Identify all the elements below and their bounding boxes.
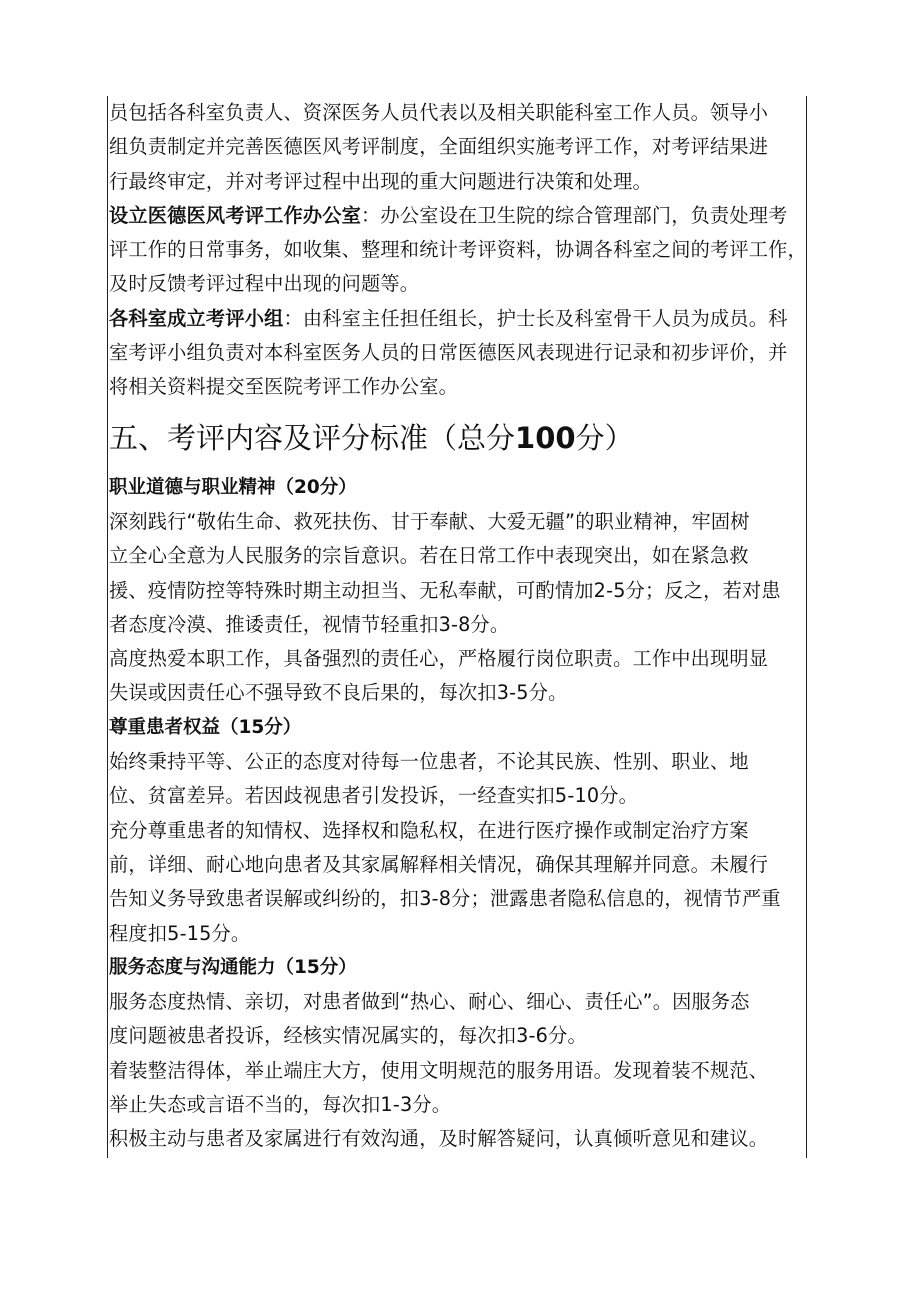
service-p2-line-2: 举止失态或言语不当的，每次扣1-3分。 (109, 1093, 452, 1117)
service-p3-line-1: 积极主动与患者及家属进行有效沟通，及时解答疑问，认真倾听意见和建议。 (109, 1127, 769, 1151)
rights-p2-line-3: 告知义务导致患者误解或纠纷的，扣3-8分；泄露患者隐私信息的，视情节严重 (109, 887, 781, 911)
dept-group-bold-label: 各科室成立考评小组 (109, 306, 284, 330)
ethics-p1-line-3: 援、疫情防控等特殊时期主动担当、无私奉献，可酌情加2-5分；反之，若对患 (109, 578, 781, 602)
office-paragraph-line-3: 及时反馈考评过程中出现的问题等。 (109, 272, 420, 296)
ethics-p1-line-4: 者态度冷漠、推诿责任，视情节轻重扣3-8分。 (109, 612, 510, 636)
section-5-total-score: 100 (515, 420, 576, 455)
office-paragraph-line-2: 评工作的日常事务，如收集、整理和统计考评资料，协调各科室之间的考评工作， (109, 238, 807, 262)
service-p2-line-1: 着装整洁得体，举止端庄大方，使用文明规范的服务用语。发现着装不规范、 (109, 1058, 769, 1082)
rights-p2-line-2: 前，详细、耐心地向患者及其家属解释相关情况，确保其理解并同意。未履行 (109, 852, 769, 876)
office-paragraph-line-1 (109, 199, 809, 233)
service-p1-line-2: 度问题被患者投诉，经核实情况属实的，每次扣3-6分。 (109, 1024, 587, 1048)
intro-line-1: 员包括各科室负责人、资深医务人员代表以及相关职能科室工作人员。领导小 (109, 101, 769, 124)
office-text: ：办公室设在卫生院的综合管理部门，负责处理考 (361, 203, 788, 227)
dept-group-text: ：由科室主任担任组长，护士长及科室骨干人员为成员。科 (283, 306, 788, 330)
ethics-p1-line-1: 深刻践行“敬佑生命、救死扶伤、甘于奉献、大爱无疆”的职业精神，牢固树 (109, 509, 750, 533)
office-bold-label: 设立医德医风考评工作办公室 (109, 203, 362, 227)
section-5-title-pre: 五、考评内容及评分标准（总分 (109, 420, 516, 455)
service-p1-line-1: 服务态度热情、亲切，对患者做到“热心、耐心、细心、责任心”。因服务态 (109, 990, 750, 1014)
rights-p2-line-1: 充分尊重患者的知情权、选择权和隐私权，在进行医疗操作或制定治疗方案 (109, 818, 749, 842)
rights-p2-line-4: 程度扣5-15分。 (109, 921, 251, 945)
dept-group-line-1 (109, 302, 809, 336)
dept-group-line-3: 将相关资料提交至医院考评工作办公室。 (109, 375, 458, 399)
dept-group-line-2: 室考评小组负责对本科室医务人员的日常医德医风表现进行记录和初步评价，并 (109, 341, 788, 365)
ethics-p1-line-2: 立全心全意为人民服务的宗旨意识。若在日常工作中表现突出，如在紧急救 (109, 544, 749, 568)
intro-line-3: 行最终审定，并对考评过程中出现的重大问题进行决策和处理。 (109, 169, 652, 193)
rights-p1-line-2: 位、贫富差异。若因歧视患者引发投诉，一经查实扣5-10分。 (109, 784, 639, 808)
intro-line-2: 组负责制定并完善医德医风考评制度，全面组织实施考评工作，对考评结果进 (109, 135, 769, 159)
ethics-p2-line-2: 失误或因责任心不强导致不良后果的，每次扣3-5分。 (109, 681, 568, 705)
section-5-title (109, 405, 809, 471)
ethics-heading: 职业道德与职业精神（20分） (109, 476, 357, 498)
ethics-p2-line-1: 高度热爱本职工作，具备强烈的责任心，严格履行岗位职责。工作中出现明显 (109, 647, 769, 671)
document-body (109, 96, 809, 1157)
rights-heading: 尊重患者权益（15分） (109, 716, 302, 738)
rights-p1-line-1: 始终秉持平等、公正的态度对待每一位患者，不论其民族、性别、职业、地 (109, 750, 749, 774)
service-heading: 服务态度与沟通能力（15分） (109, 956, 357, 978)
section-5-title-post: 分） (575, 420, 634, 455)
